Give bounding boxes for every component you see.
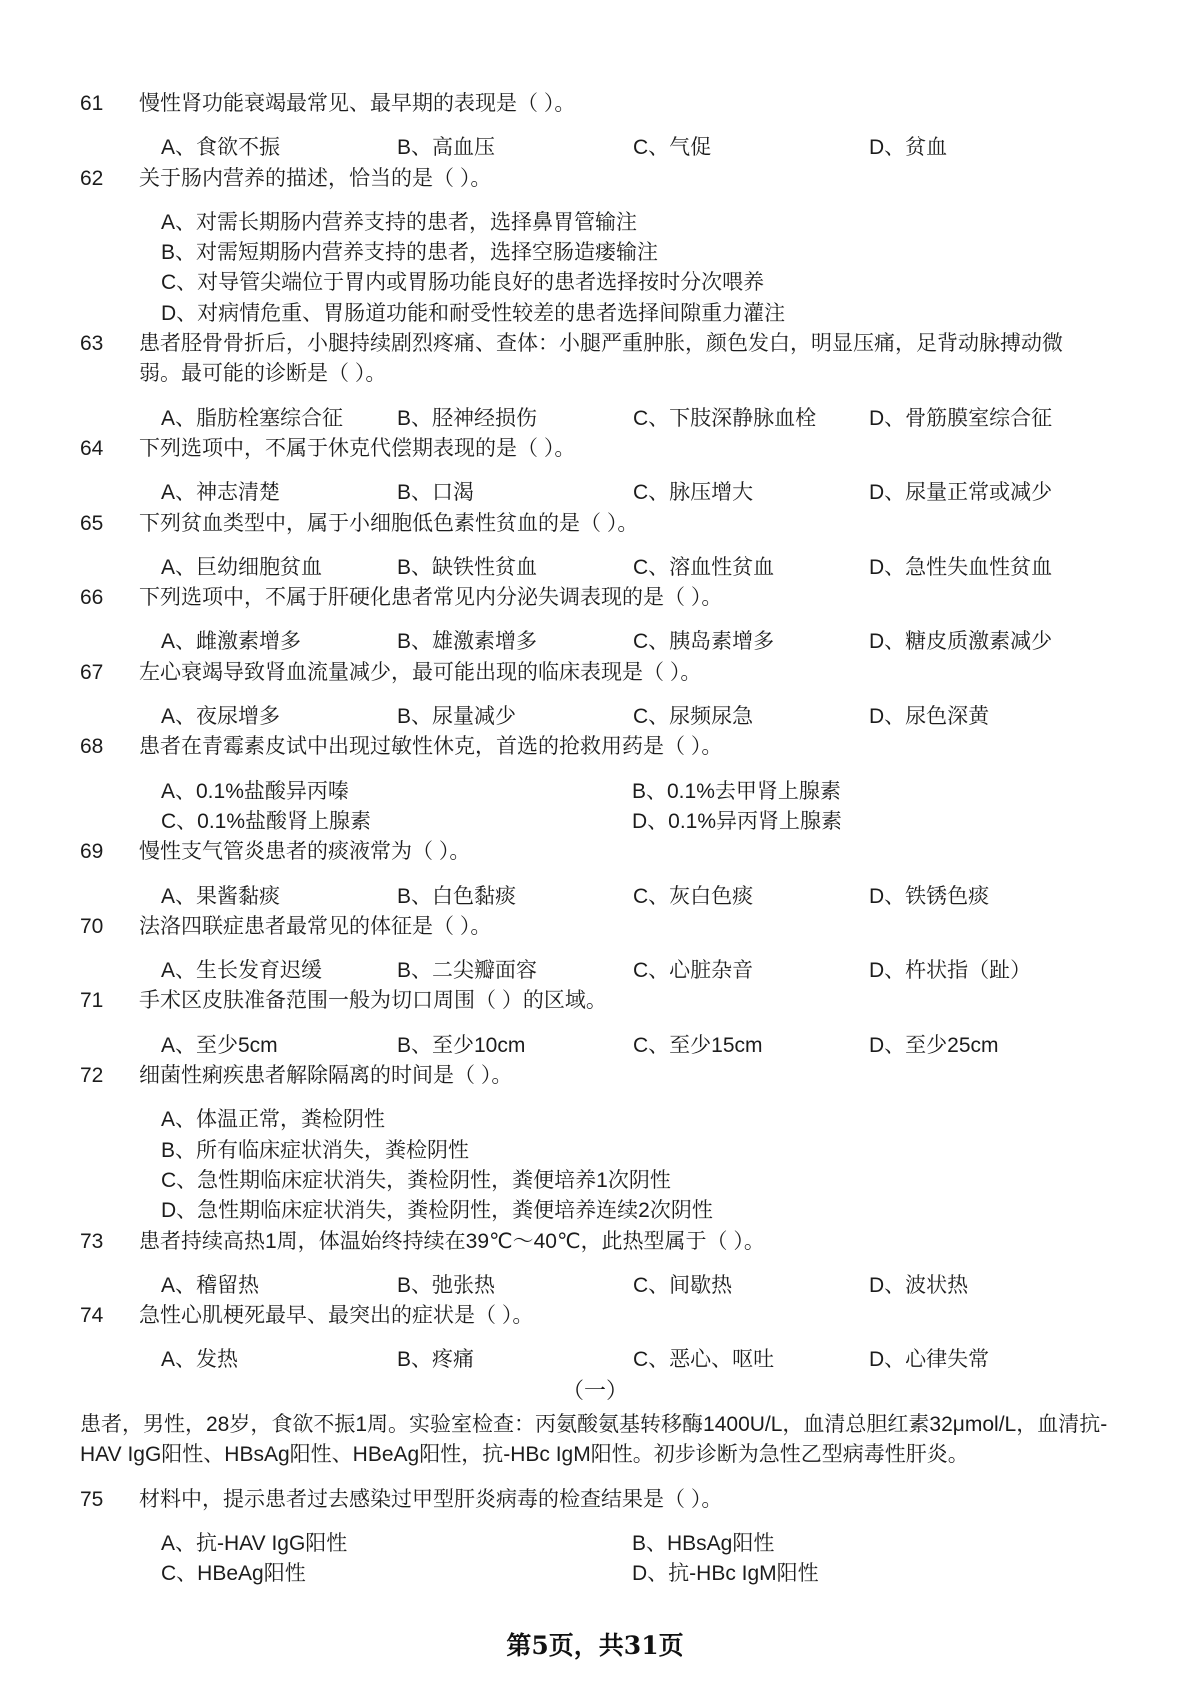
option-row — [161, 553, 1110, 583]
question-text — [139, 164, 1110, 194]
option-b: B、二尖瓣面容 — [397, 959, 538, 983]
option-a: A、脂肪栓塞综合征 — [161, 406, 344, 430]
option-row — [161, 1559, 1110, 1589]
option-b: B、口渴 — [397, 481, 475, 505]
question-stem — [80, 1301, 1110, 1331]
question-text-line: 法洛四联症患者最常见的体征是（ ）。 — [139, 914, 492, 938]
option-row — [161, 1271, 1110, 1301]
case-material — [80, 1410, 1110, 1471]
question-stem — [80, 732, 1110, 762]
question-stem — [80, 583, 1110, 613]
option-list — [80, 702, 1110, 732]
option-d: D、铁锈色痰 — [869, 884, 990, 908]
question-text — [139, 732, 1110, 762]
question-stem — [80, 658, 1110, 688]
option-c: C、0.1%盐酸肾上腺素 — [161, 809, 372, 833]
option-a: A、稽留热 — [161, 1273, 260, 1297]
question-number: 75 — [80, 1487, 104, 1511]
option-d: D、尿量正常或减少 — [869, 481, 1053, 505]
option-list — [80, 1271, 1110, 1301]
option-d: D、波状热 — [869, 1273, 969, 1297]
option-row — [161, 1196, 1110, 1226]
question-stem — [80, 89, 1110, 119]
option-a: A、夜尿增多 — [161, 705, 281, 729]
question-64 — [80, 434, 1110, 509]
option-list — [80, 208, 1110, 329]
option-b: B、对需短期肠内营养支持的患者，选择空肠造瘘输注 — [161, 241, 659, 265]
question-text — [139, 1227, 1110, 1257]
question-number: 61 — [80, 92, 104, 115]
question-text-line: 下列选项中，不属于肝硬化患者常见内分泌失调表现的是（ ）。 — [139, 586, 723, 610]
option-c: C、对导管尖端位于胃内或胃肠功能良好的患者选择按时分次喂养 — [161, 271, 765, 295]
option-list — [80, 1031, 1110, 1061]
option-d: D、急性失血性贫血 — [869, 555, 1053, 579]
question-text — [139, 89, 1110, 119]
question-text — [139, 434, 1110, 464]
question-text — [139, 658, 1110, 688]
question-71 — [80, 986, 1110, 1061]
question-stem — [80, 837, 1110, 867]
question-text-line: 关于肠内营养的描述，恰当的是（ ）。 — [139, 166, 492, 190]
option-a: A、抗-HAV IgG阳性 — [161, 1531, 348, 1555]
option-row — [161, 1031, 1110, 1061]
option-list — [80, 777, 1110, 838]
question-text — [139, 509, 1110, 539]
option-list — [80, 1345, 1110, 1375]
option-list — [80, 478, 1110, 508]
option-a: A、0.1%盐酸异丙嗪 — [161, 779, 349, 803]
option-b: B、白色黏痰 — [397, 884, 517, 908]
question-74 — [80, 1301, 1110, 1376]
question-text — [139, 1301, 1110, 1331]
question-text-line: 慢性肾功能衰竭最常见、最早期的表现是（ ）。 — [139, 92, 576, 115]
option-row — [161, 1136, 1110, 1166]
question-text-line: 患者胫骨骨折后，小腿持续剧烈疼痛、查体：小腿严重肿胀，颜色发白，明显压痛，足背动脉搏动微 — [139, 332, 1063, 356]
question-text — [139, 986, 1110, 1016]
option-list — [80, 1105, 1110, 1226]
option-c: C、气促 — [633, 136, 712, 160]
option-d: D、对病情危重、胃肠道功能和耐受性较差的患者选择间隙重力灌注 — [161, 301, 786, 325]
option-d: D、骨筋膜室综合征 — [869, 406, 1053, 430]
option-row — [161, 807, 1110, 837]
option-b: B、弛张热 — [397, 1273, 496, 1297]
question-text-line: 材料中，提示患者过去感染过甲型肝炎病毒的检查结果是（ ）。 — [139, 1487, 723, 1511]
option-c: C、恶心、呕吐 — [633, 1348, 775, 1372]
option-d: D、抗-HBc IgM阳性 — [632, 1562, 819, 1586]
question-number: 68 — [80, 735, 104, 759]
option-c: C、胰岛素增多 — [633, 630, 775, 654]
option-c: C、至少15cm — [633, 1033, 763, 1057]
question-text-line: 弱。最可能的诊断是（ ）。 — [139, 362, 387, 386]
question-stem — [80, 1227, 1110, 1257]
question-66 — [80, 583, 1110, 658]
case-material-heading: （一） — [561, 1377, 628, 1403]
option-d: D、糖皮质激素减少 — [869, 630, 1053, 654]
option-a: A、神志清楚 — [161, 481, 281, 505]
question-text — [139, 1485, 1110, 1515]
option-list — [80, 956, 1110, 986]
option-a: A、体温正常，粪检阴性 — [161, 1108, 386, 1132]
question-70 — [80, 912, 1110, 987]
question-number: 74 — [80, 1304, 104, 1328]
question-number: 66 — [80, 586, 104, 610]
question-stem — [80, 509, 1110, 539]
option-b: B、所有临床症状消失，粪检阴性 — [161, 1138, 470, 1162]
option-c: C、心脏杂音 — [633, 959, 754, 983]
question-text-line: 手术区皮肤准备范围一般为切口周围（ ）的区域。 — [139, 989, 607, 1013]
case-material-line: 患者，男性，28岁，食欲不振1周。实验室检查：丙氨酸氨基转移酶1400U/L，血清总胆红素32μmol/L，血清抗- — [80, 1412, 1108, 1436]
question-text — [139, 1061, 1110, 1091]
option-row — [161, 1345, 1110, 1375]
question-62 — [80, 164, 1110, 329]
question-text-line: 患者在青霉素皮试中出现过敏性休克，首选的抢救用药是（ ）。 — [139, 735, 723, 759]
question-69 — [80, 837, 1110, 912]
option-d: D、急性期临床症状消失，粪检阴性，粪便培养连续2次阴性 — [161, 1199, 713, 1223]
option-row — [161, 777, 1110, 807]
question-stem — [80, 986, 1110, 1016]
question-number: 67 — [80, 660, 104, 684]
option-b: B、胫神经损伤 — [397, 406, 538, 430]
question-stem — [80, 434, 1110, 464]
option-c: C、尿频尿急 — [633, 705, 754, 729]
option-d: D、0.1%异丙肾上腺素 — [632, 809, 843, 833]
option-row — [161, 404, 1110, 434]
option-row — [161, 268, 1110, 298]
option-b: B、雄激素增多 — [397, 630, 538, 654]
question-stem — [80, 164, 1110, 194]
question-list — [80, 89, 1110, 1589]
question-text-line: 下列贫血类型中，属于小细胞低色素性贫血的是（ ）。 — [139, 511, 639, 535]
question-72 — [80, 1061, 1110, 1226]
case-material-line: HAV IgG阳性、HBsAg阳性、HBeAg阳性，抗-HBc IgM阳性。初步诊断为急性乙型病毒性肝炎。 — [80, 1443, 969, 1467]
question-number: 72 — [80, 1064, 104, 1088]
question-number: 70 — [80, 914, 104, 938]
option-list — [80, 1529, 1110, 1590]
question-number: 71 — [80, 989, 104, 1013]
question-text — [139, 329, 1110, 390]
option-a: A、果酱黏痰 — [161, 884, 281, 908]
question-text-line: 患者持续高热1周，体温始终持续在39℃～40℃，此热型属于（ ）。 — [139, 1229, 765, 1253]
question-text — [139, 912, 1110, 942]
option-row — [161, 1529, 1110, 1559]
option-b: B、HBsAg阳性 — [632, 1531, 775, 1555]
option-b: B、高血压 — [397, 136, 496, 160]
question-text-line: 慢性支气管炎患者的痰液常为（ ）。 — [139, 840, 471, 864]
option-c: C、急性期临床症状消失，粪检阴性，粪便培养1次阴性 — [161, 1168, 671, 1192]
option-list — [80, 553, 1110, 583]
option-b: B、0.1%去甲肾上腺素 — [632, 779, 841, 803]
option-b: B、疼痛 — [397, 1348, 475, 1372]
option-a: A、雌激素增多 — [161, 630, 302, 654]
question-text — [139, 837, 1110, 867]
option-d: D、尿色深黄 — [869, 705, 990, 729]
option-d: D、心律失常 — [869, 1348, 990, 1372]
question-number: 62 — [80, 166, 104, 190]
option-b: B、尿量减少 — [397, 705, 517, 729]
option-row — [161, 1105, 1110, 1135]
option-a: A、巨幼细胞贫血 — [161, 555, 323, 579]
option-row — [161, 627, 1110, 657]
page-number-footer: 第5页，共31页 — [506, 1631, 684, 1660]
option-row — [161, 956, 1110, 986]
question-text-line: 急性心肌梗死最早、最突出的症状是（ ）。 — [139, 1304, 534, 1328]
question-stem — [80, 329, 1110, 390]
option-row — [161, 478, 1110, 508]
option-row — [161, 208, 1110, 238]
option-b: B、缺铁性贫血 — [397, 555, 538, 579]
question-68 — [80, 732, 1110, 837]
option-a: A、食欲不振 — [161, 136, 281, 160]
option-c: C、间歇热 — [633, 1273, 733, 1297]
option-row — [161, 882, 1110, 912]
option-list — [80, 882, 1110, 912]
option-c: C、灰白色痰 — [633, 884, 754, 908]
option-row — [161, 133, 1110, 163]
question-67 — [80, 658, 1110, 733]
question-text-line: 细菌性痢疾患者解除隔离的时间是（ ）。 — [139, 1064, 513, 1088]
option-b: B、至少10cm — [397, 1033, 526, 1057]
question-65 — [80, 509, 1110, 584]
question-number: 64 — [80, 436, 104, 460]
option-list — [80, 404, 1110, 434]
option-row — [161, 1166, 1110, 1196]
option-c: C、脉压增大 — [633, 481, 754, 505]
question-stem — [80, 912, 1110, 942]
question-63 — [80, 329, 1110, 434]
question-number: 65 — [80, 511, 104, 535]
option-c: C、溶血性贫血 — [633, 555, 775, 579]
question-stem — [80, 1061, 1110, 1091]
question-text-line: 下列选项中，不属于休克代偿期表现的是（ ）。 — [139, 436, 576, 460]
question-text — [139, 583, 1110, 613]
question-75 — [80, 1485, 1110, 1590]
option-list — [80, 627, 1110, 657]
question-number: 69 — [80, 840, 104, 864]
option-list — [80, 133, 1110, 163]
option-a: A、发热 — [161, 1348, 239, 1372]
option-a: A、生长发育迟缓 — [161, 959, 323, 983]
option-row — [161, 299, 1110, 329]
question-stem — [80, 1485, 1110, 1515]
option-a: A、至少5cm — [161, 1033, 278, 1057]
option-a: A、对需长期肠内营养支持的患者，选择鼻胃管输注 — [161, 210, 638, 234]
question-text-line: 左心衰竭导致肾血流量减少，最可能出现的临床表现是（ ）。 — [139, 660, 702, 684]
question-73 — [80, 1227, 1110, 1302]
option-row — [161, 702, 1110, 732]
option-d: D、杵状指（趾） — [869, 959, 1032, 983]
option-d: D、贫血 — [869, 136, 948, 160]
option-row — [161, 238, 1110, 268]
question-61 — [80, 89, 1110, 164]
question-number: 63 — [80, 332, 104, 356]
option-d: D、至少25cm — [869, 1033, 999, 1057]
option-c: C、下肢深静脉血栓 — [633, 406, 817, 430]
option-c: C、HBeAg阳性 — [161, 1562, 306, 1586]
question-number: 73 — [80, 1229, 104, 1253]
